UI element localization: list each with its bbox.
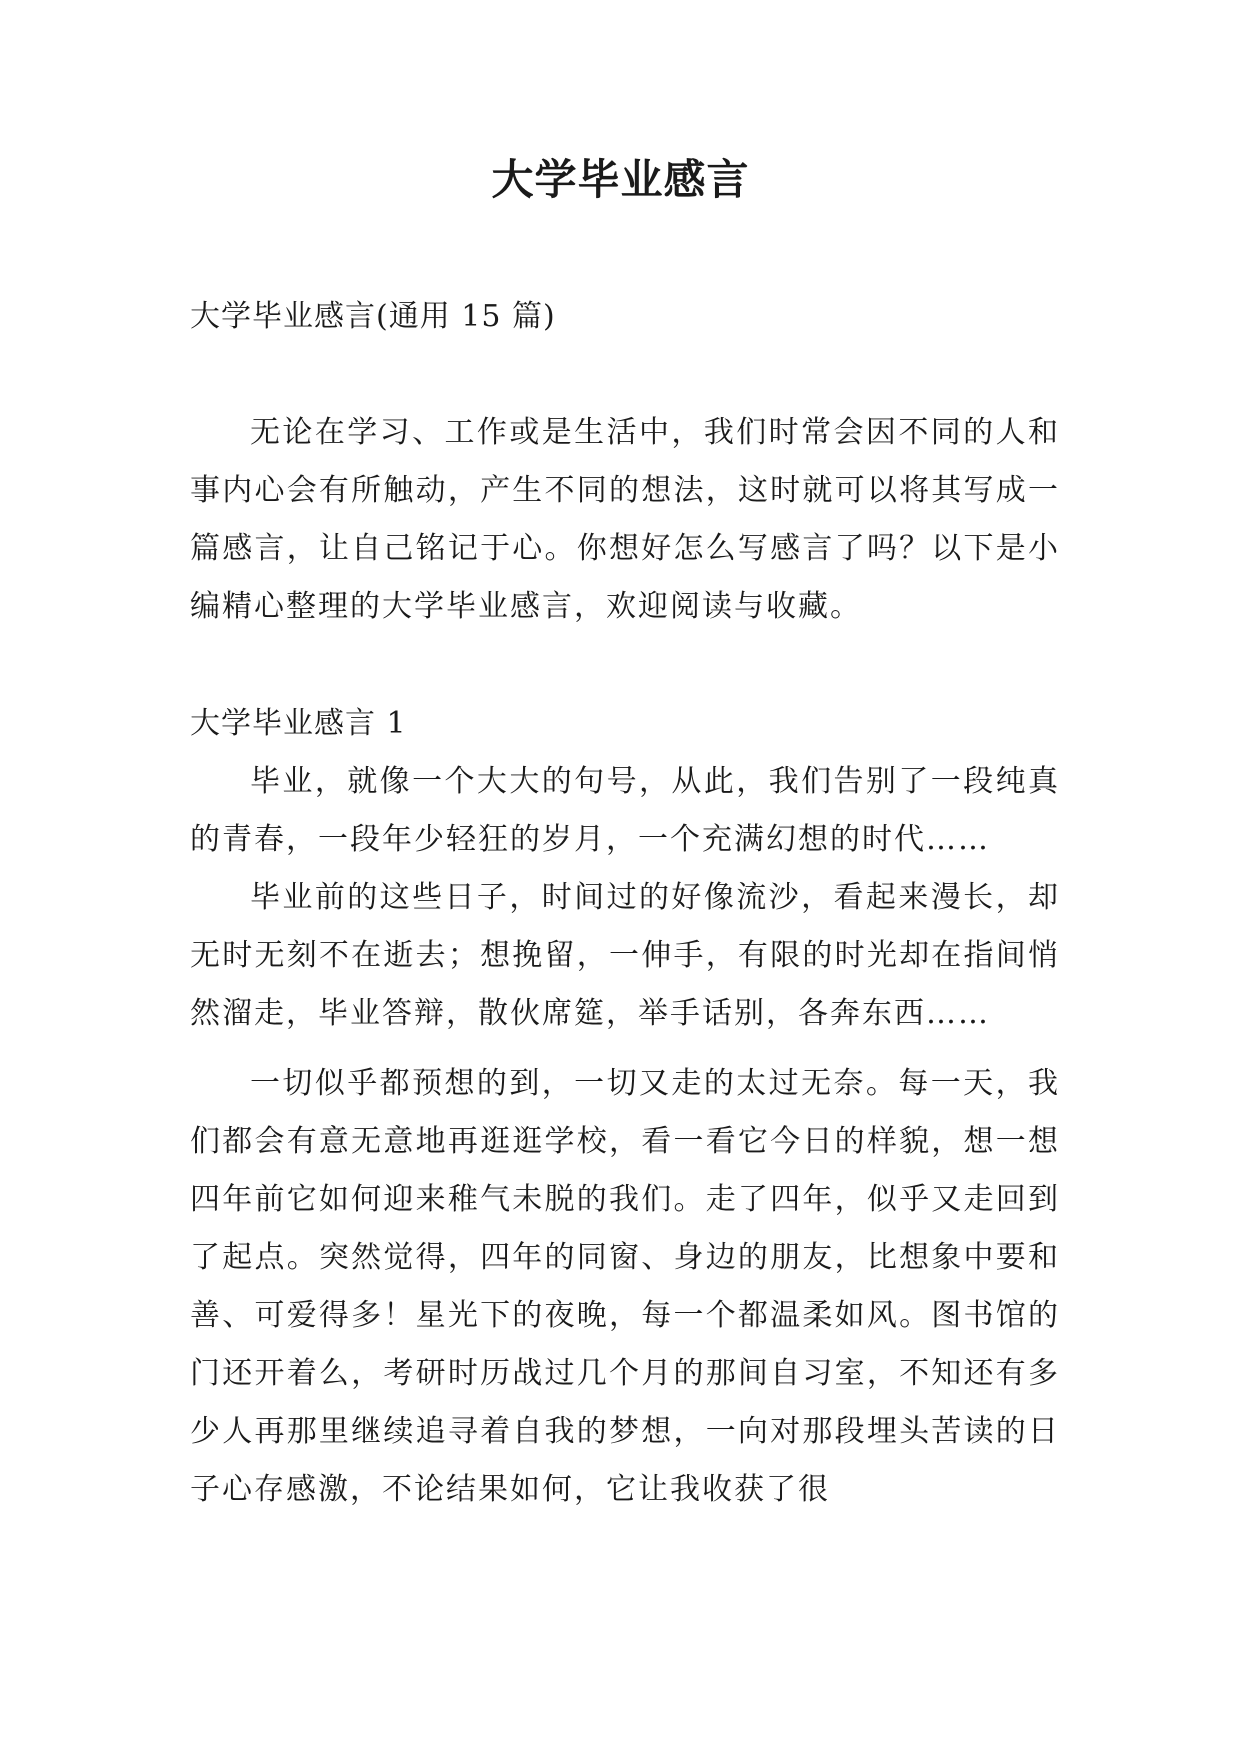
intro-paragraph: 无论在学习、工作或是生活中，我们时常会因不同的人和事内心会有所触动，产生不同的想法，这时就可以将其写成一篇感言，让自己铭记于心。你想好怎么写感言了吗？以下是小编精心整理的大学毕业感言，欢迎阅读与收藏。 <box>190 415 1060 624</box>
body-paragraph-3: 一切似乎都预想的到，一切又走的太过无奈。每一天，我们都会有意无意地再逛逛学校，看一看它今日的样貌，想一想四年前它如何迎来稚气未脱的我们。走了四年，似乎又走回到了起点。突然觉得，四年的同窗、身边的朋友，比想象中要和善、可爱得多！星光下的夜晚，每一个都温柔如风。图书馆的门还开着么，考研时历战过几个月的那间自习室，不知还有多少人再那里继续追寻着自我的梦想，一向对那段埋头苦读的日子心存感激，不论结果如何，它让我收获了很 <box>190 1066 1060 1507</box>
document-title: 大学毕业感言 <box>491 155 750 204</box>
body-paragraph-1: 毕业，就像一个大大的句号，从此，我们告别了一段纯真的青春，一段年少轻狂的岁月，一个充满幻想的时代…… <box>190 764 1060 857</box>
document-subtitle: 大学毕业感言(通用 15 篇) <box>190 299 556 334</box>
body-paragraph-2: 毕业前的这些日子，时间过的好像流沙，看起来漫长，却无时无刻不在逝去；想挽留，一伸手，有限的时光却在指间悄然溜走，毕业答辩，散伙席筵，举手话别，各奔东西…… <box>190 880 1060 1031</box>
section-body <box>190 753 1060 1519</box>
section-heading: 大学毕业感言 1 <box>190 706 407 741</box>
